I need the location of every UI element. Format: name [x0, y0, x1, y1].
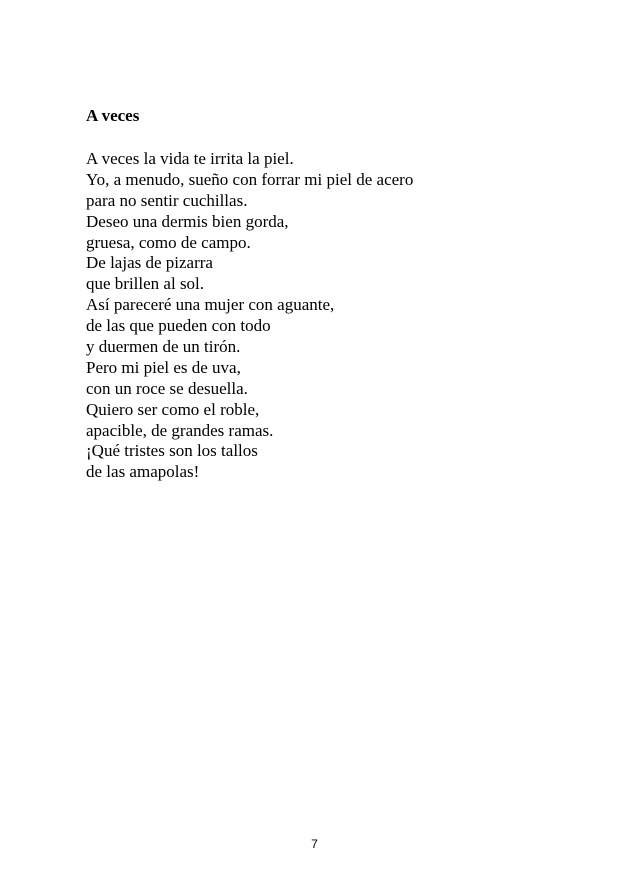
poem-line: Así pareceré una mujer con aguante, [86, 295, 335, 315]
poem-line: para no sentir cuchillas. [86, 190, 248, 210]
poem-line: de las que pueden con todo [86, 316, 271, 336]
page-number: 7 [311, 837, 318, 851]
poem-line: apacible, de grandes ramas. [86, 420, 274, 440]
poem-body [86, 149, 413, 483]
poem-line: que brillen al sol. [86, 274, 205, 294]
poem-line: Yo, a menudo, sueño con forrar mi piel de acero [86, 169, 414, 189]
poem-line: y duermen de un tirón. [86, 337, 241, 357]
poem-line: gruesa, como de campo. [86, 232, 251, 252]
poem-line: Deseo una dermis bien gorda, [86, 211, 289, 231]
poem-title: A veces [86, 106, 140, 125]
poem-line: ¡Qué tristes son los tallos [86, 441, 258, 461]
poem-line: De lajas de pizarra [86, 253, 213, 273]
poem-line: Pero mi piel es de uva, [86, 357, 241, 377]
poem-line: Quiero ser como el roble, [86, 399, 260, 419]
poem-line: con un roce se desuella. [86, 378, 248, 398]
poem-line: A veces la vida te irrita la piel. [86, 149, 294, 168]
poem-line: de las amapolas! [86, 462, 200, 482]
